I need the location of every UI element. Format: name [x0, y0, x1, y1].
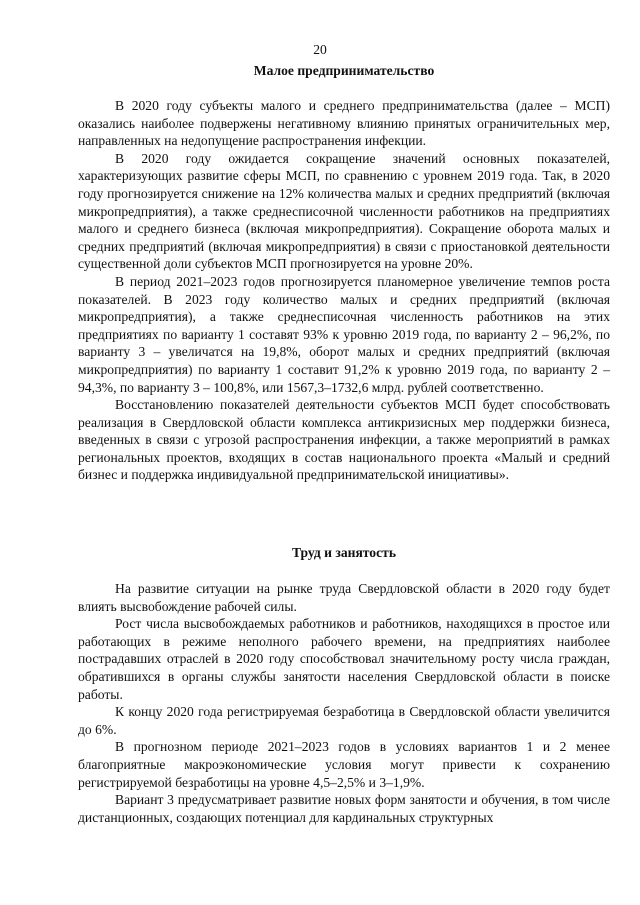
paragraph: К концу 2020 года регистрируемая безработица в Свердловской области увеличится до 6%.: [78, 704, 610, 737]
paragraph: В 2020 году субъекты малого и среднего предпринимательства (далее – МСП) оказались наиболее подвержены негативному влиянию принятых ограничительных мер, направленных на недопущение распространения инфекции.: [78, 98, 610, 149]
paragraph: Восстановлению показателей деятельности субъектов МСП будет способствовать реализация в Свердловской области комплекса антикризисных мер поддержки бизнеса, введенных в связи с угрозой распространения инфекции, а также мероприятий в рамках региональных проектов, входящих в состав национального проекта «Малый и средний бизнес и поддержка индивидуальной предпринимательской инициативы».: [78, 397, 610, 483]
section-body-small-business: [78, 97, 610, 484]
paragraph: На развитие ситуации на рынке труда Свердловской области в 2020 году будет влиять высвобождение рабочей силы.: [78, 581, 610, 614]
paragraph: Рост числа высвобождаемых работников и работников, находящихся в простое или работающих в режиме неполного рабочего времени, на предприятиях наиболее пострадавших отраслей в 2020 году способствовал значительному росту числа граждан, обратившихся в органы службы занятости населения Свердловской области в поиске работы.: [78, 616, 610, 702]
section-heading-small-business: Малое предпринимательство: [253, 63, 435, 78]
paragraph: В период 2021–2023 годов прогнозируется планомерное увеличение темпов роста показателей. В 2023 году количество малых и средних предприятий (включая микропредприятия), а также среднесписочная численность работников на этих предприятиях по варианту 1 составят 93% к уровню 2019 года, по варианту 2 – 96,2%, по варианту 3 – увеличатся на 19,8%, оборот малых и средних предприятий (включая микропредприятия) по варианту 1 составит 91,2% к уровню 2019 года, по варианту 2 – 94,3%, по варианту 3 – 100,8%, или 1567,3–1732,6 млрд. рублей соответственно.: [78, 273, 610, 395]
page-number: 20: [313, 42, 327, 57]
paragraph: В прогнозном периоде 2021–2023 годов в условиях вариантов 1 и 2 менее благоприятные макроэкономические условия могут привести к сохранению регистрируемой безработицы на уровне 4,5–2,5% и 3–1,9%.: [78, 739, 610, 790]
section-heading-labor-employment: Труд и занятость: [291, 545, 397, 560]
section-body-labor-employment: [78, 580, 610, 826]
paragraph: В 2020 году ожидается сокращение значений основных показателей, характеризующих развитие сферы МСП, по сравнению с уровнем 2019 года. Так, в 2020 году прогнозируется снижение на 12% количества малых и средних предприятий (включая микропредприятия), а также среднесписочной численности работников на предприятиях малого и среднего бизнеса (включая микропредприятия). Сокращение оборота малых и средних предприятий (включая микропредприятия) в связи с приостановкой деятельности существенной доли субъектов МСП прогнозируется на уровне 20%.: [78, 150, 610, 272]
paragraph: Вариант 3 предусматривает развитие новых форм занятости и обучения, в том числе дистанционных, создающих потенциал для кардинальных структурных: [78, 792, 610, 825]
